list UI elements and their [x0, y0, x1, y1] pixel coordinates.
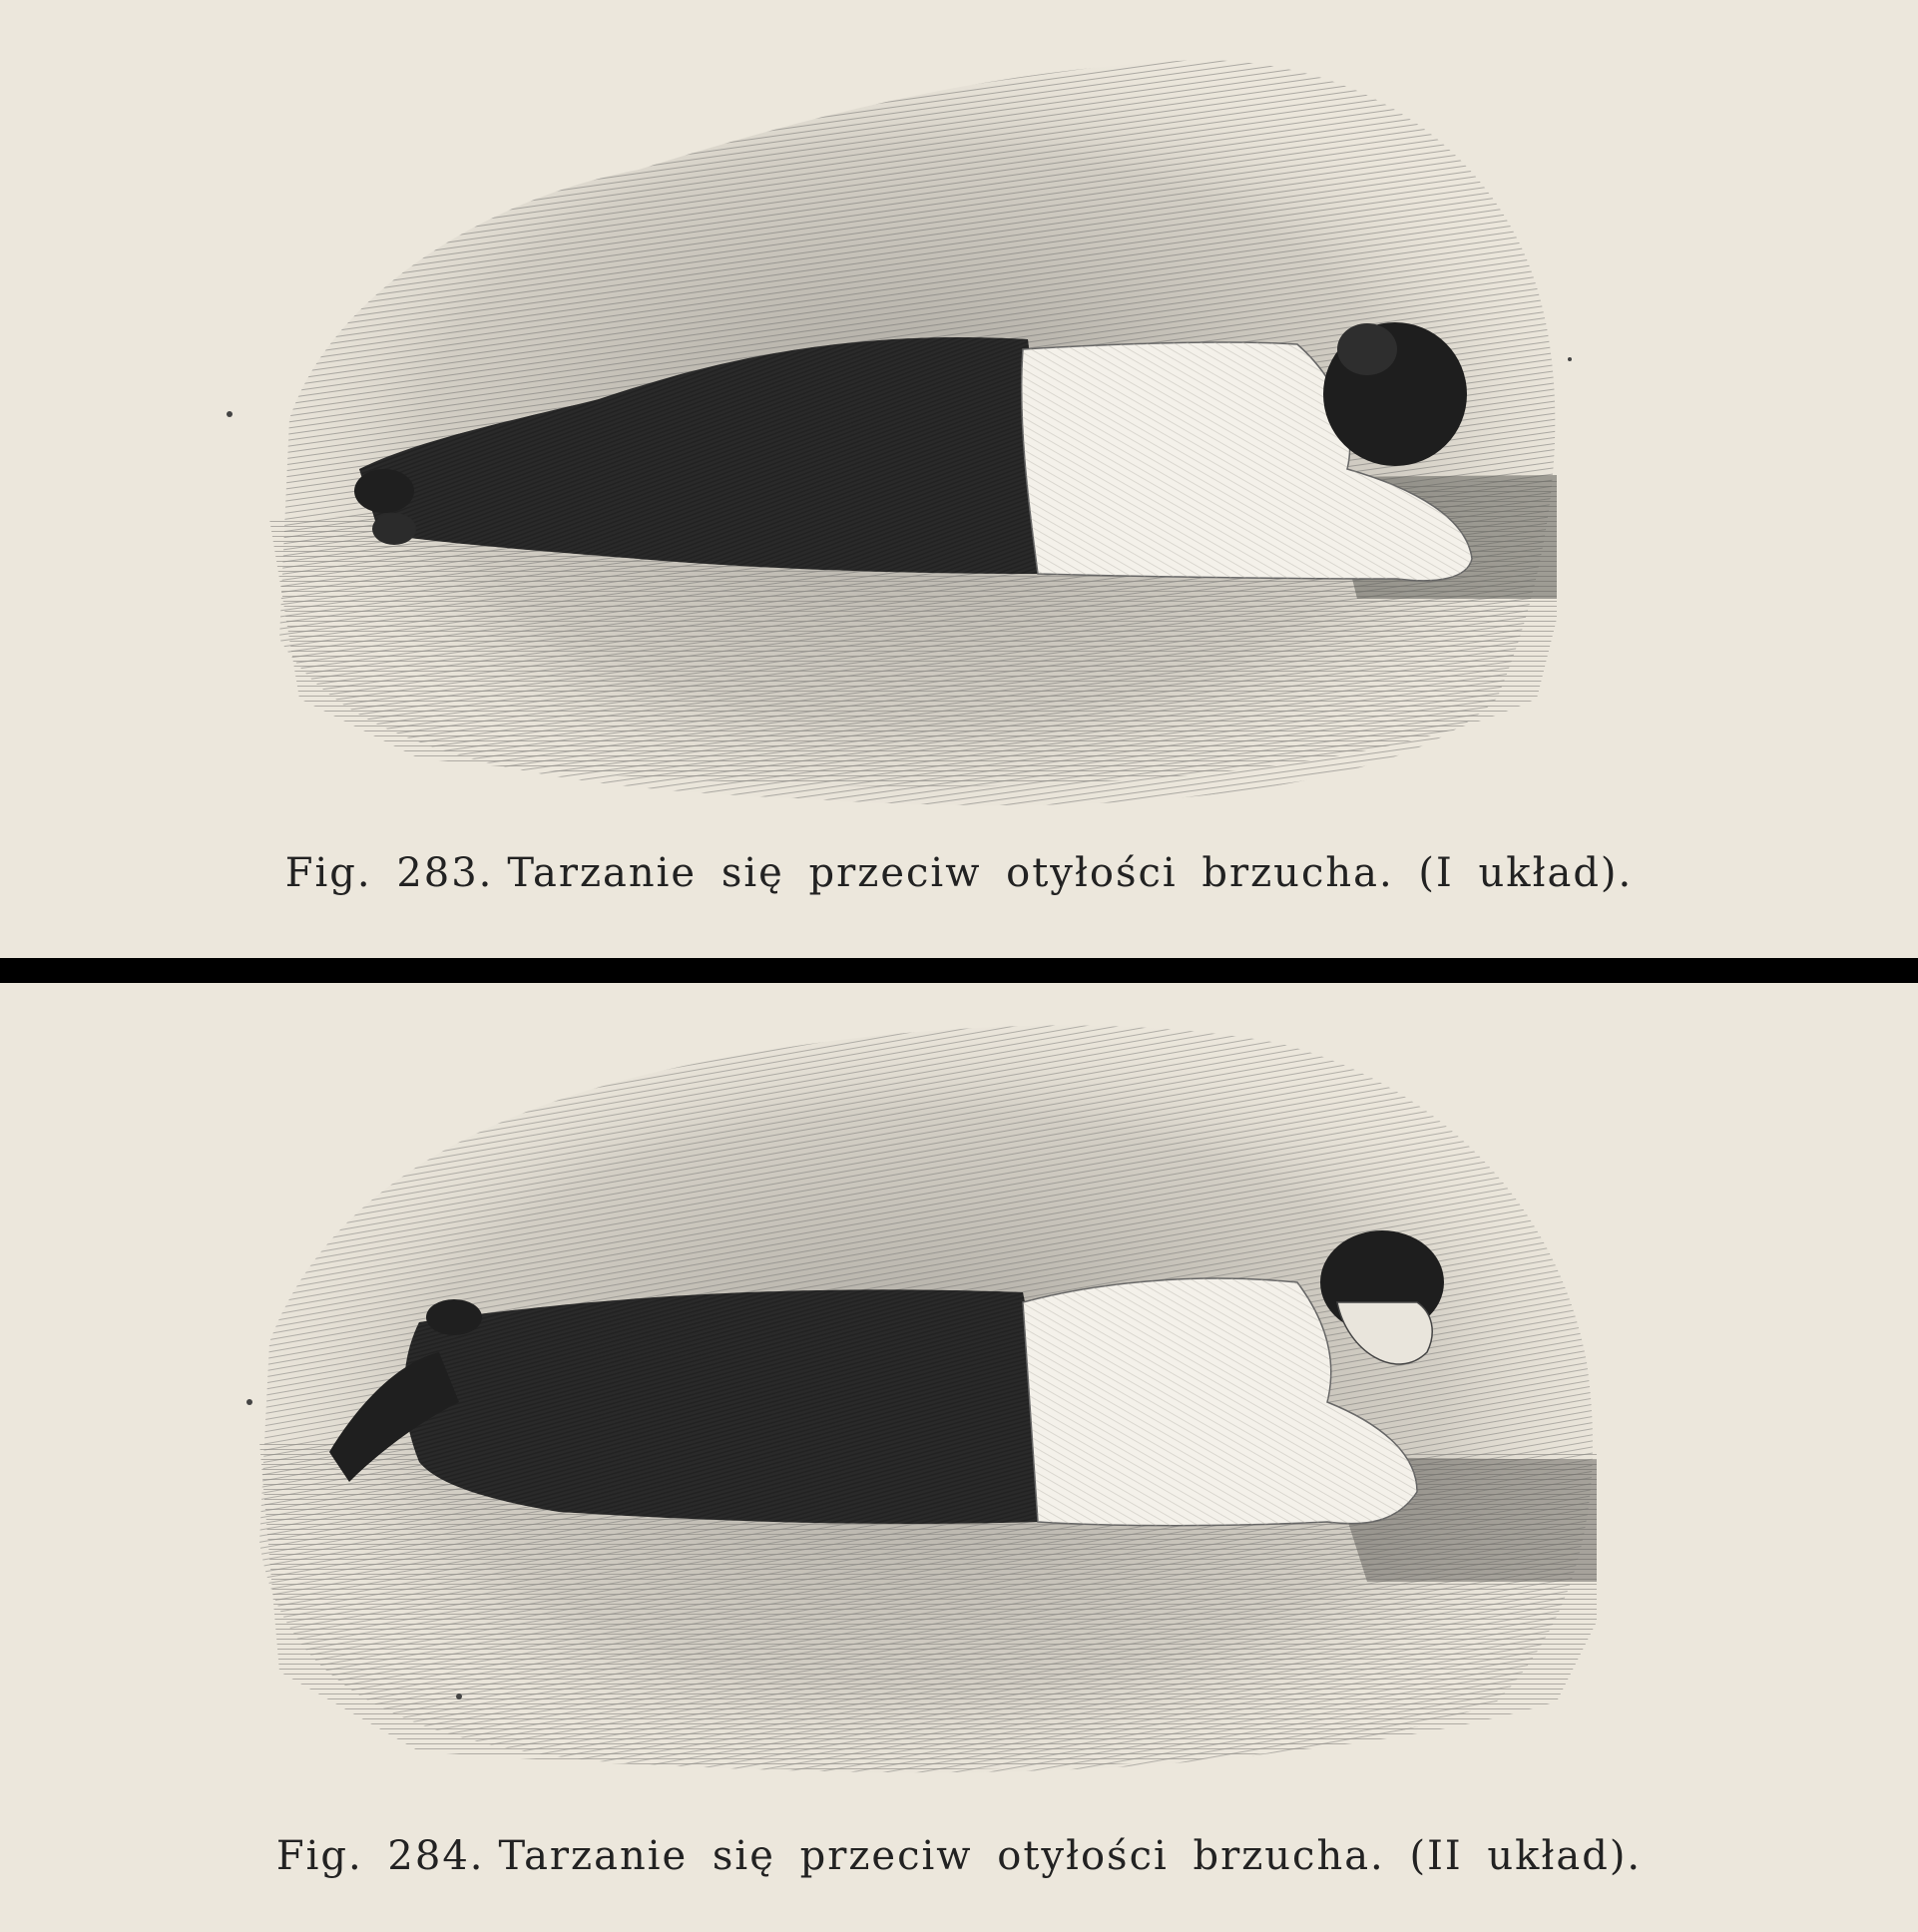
figure-284-caption: [0, 1833, 1918, 1879]
figure-284-caption-text: Tarzanie się przeciw otyłości brzucha. (II układ).: [498, 1833, 1643, 1879]
figure-283-label: Fig. 283.: [284, 850, 494, 896]
figure-284-engraving: [0, 983, 1918, 1821]
figure-284-panel: [0, 983, 1918, 1932]
figure-283-caption: [0, 850, 1918, 896]
figure-284-label: Fig. 284.: [275, 1833, 485, 1879]
figure-283-engraving: [0, 0, 1918, 838]
panel-divider: [0, 958, 1918, 983]
figure-shoe: [354, 469, 414, 513]
figure-283-panel: [0, 0, 1918, 958]
figure-283-caption-text: Tarzanie się przeciw otyłości brzucha. (I układ).: [507, 850, 1634, 896]
